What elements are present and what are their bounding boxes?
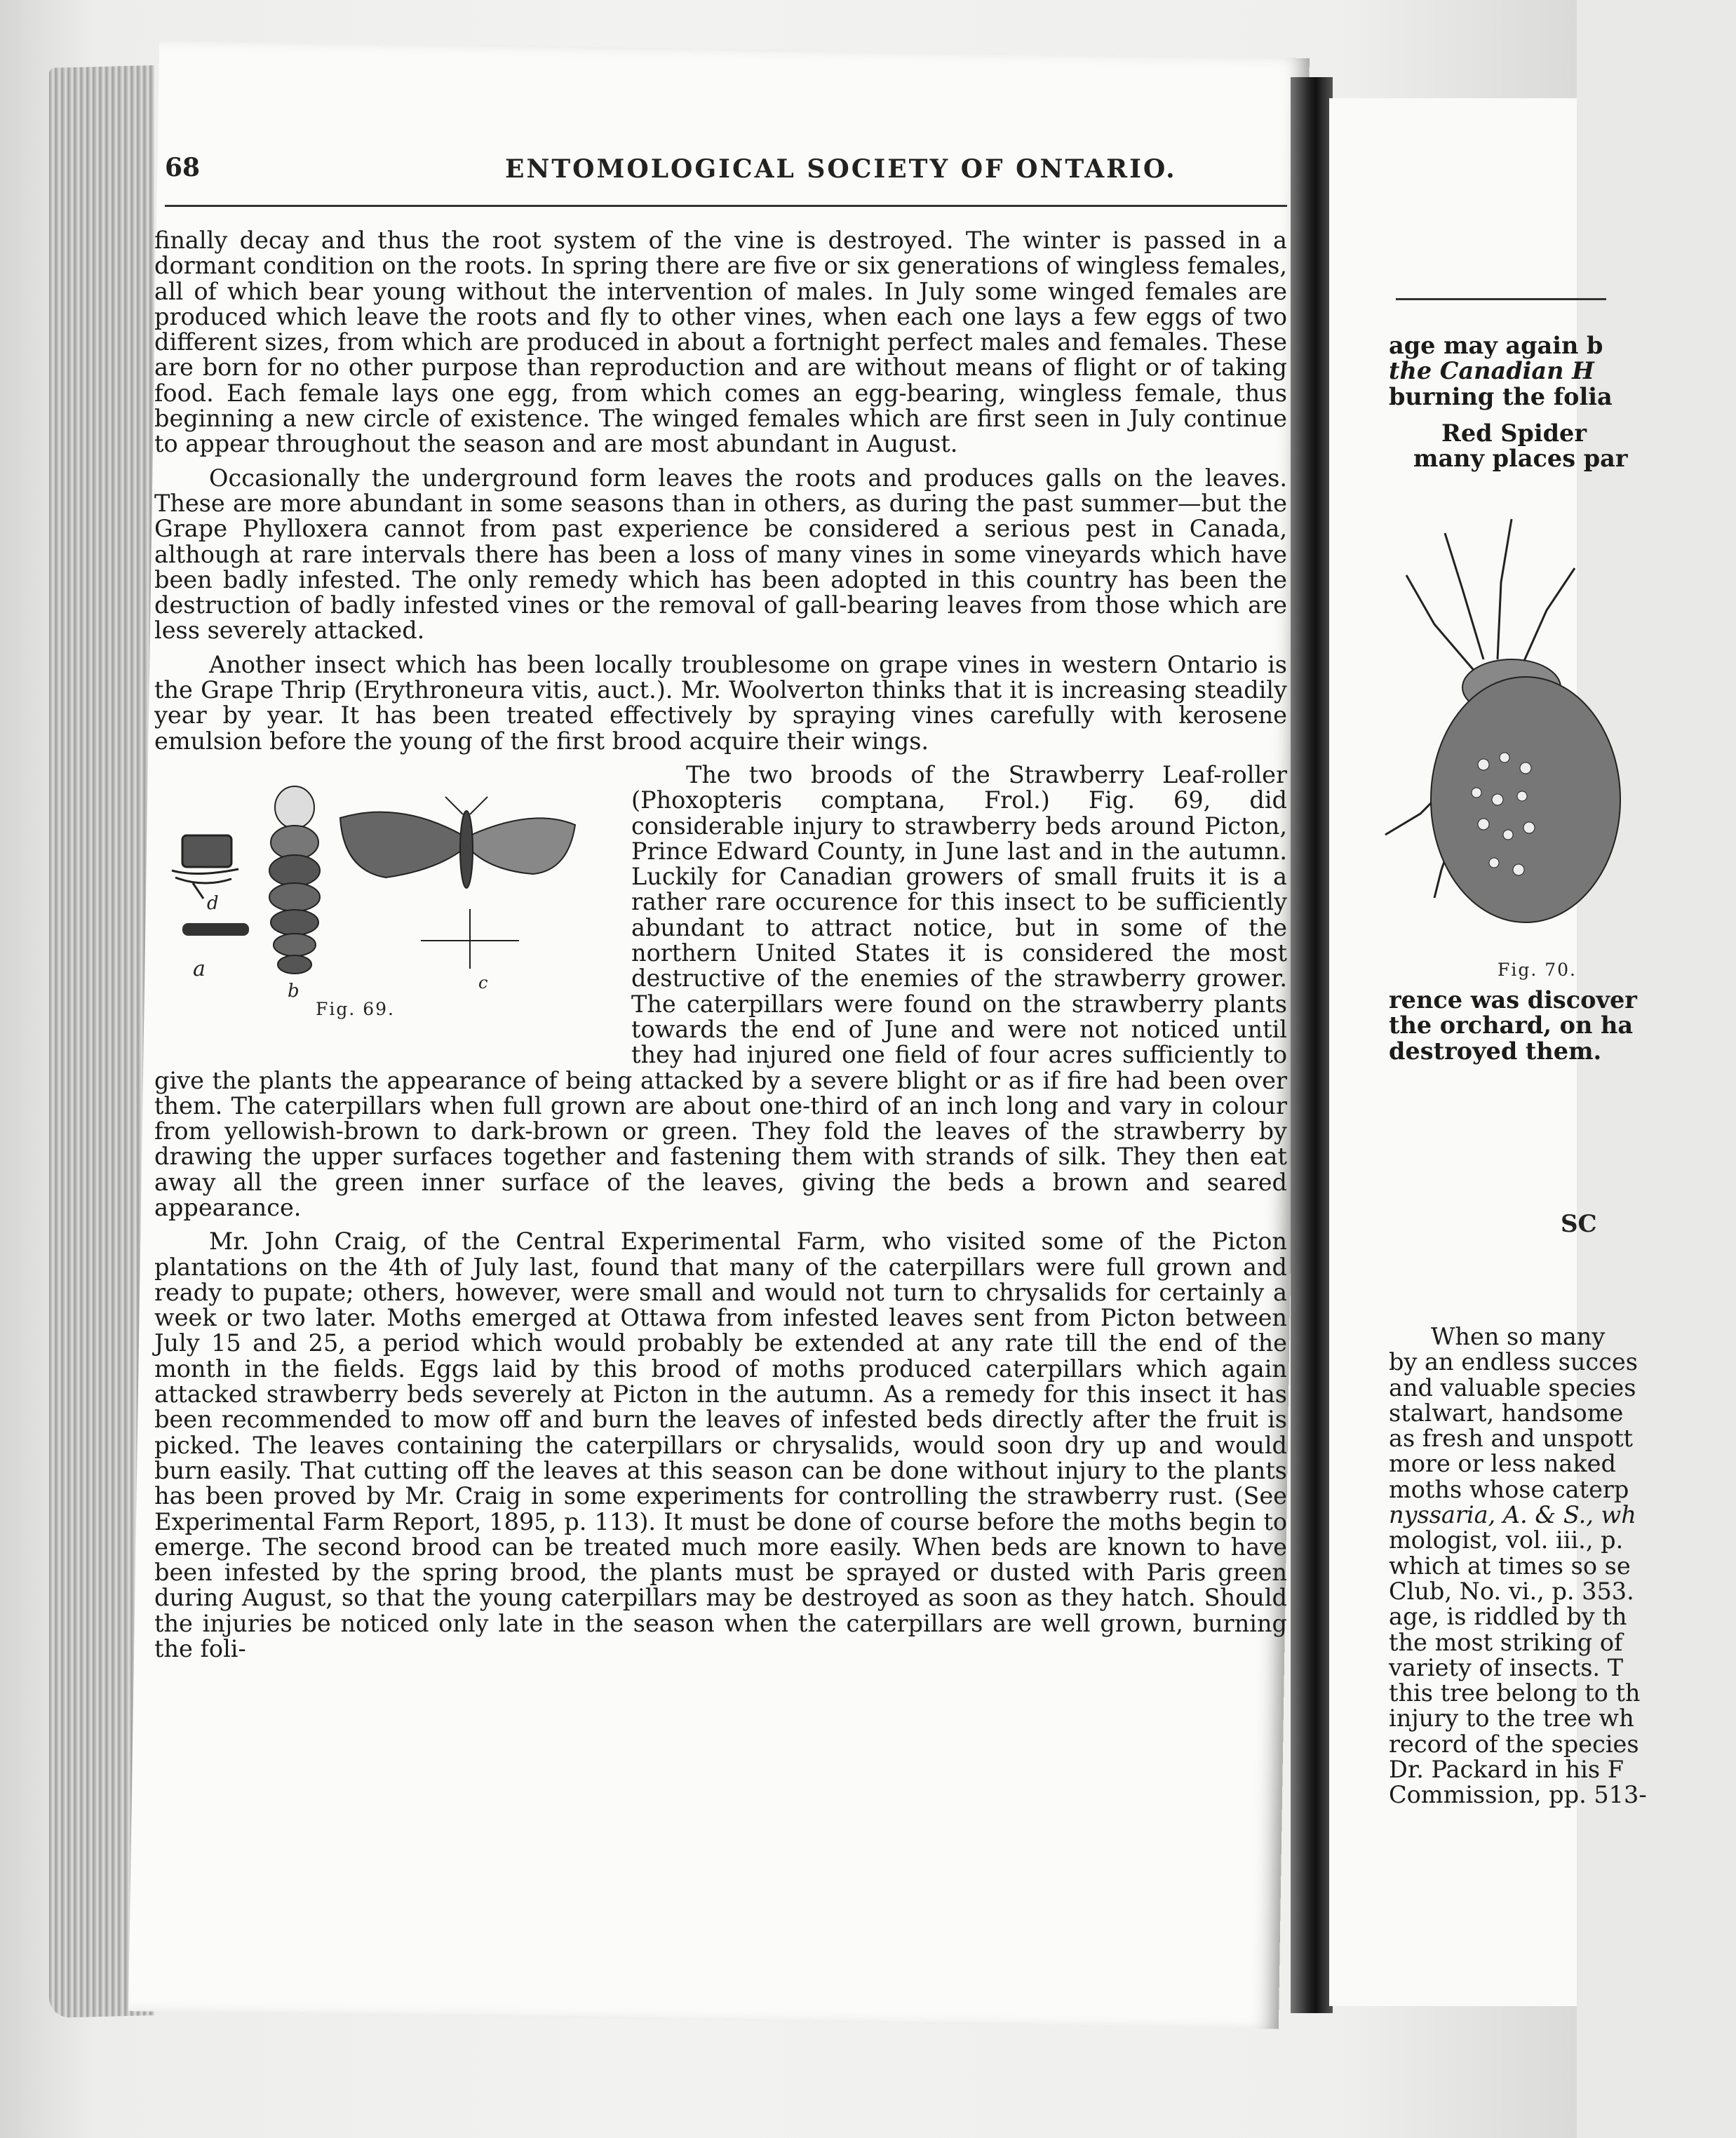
label-c: c [478, 972, 488, 993]
text-line: injury to the tree wh [1389, 1705, 1634, 1733]
paragraph: Another insect which has been locally troublesome on grape vines in western Ontario is the Grape Thrip (Erythroneura vitis, auct.). Mr. Woolverton thinks that it is increasing steadily year by year. It has been treated effectively by spraying vines carefully with kerosene emulsion before the young of the first brood acquire their wings. [154, 650, 1287, 755]
text-line: more or less naked [1389, 1450, 1616, 1478]
figure-69 [154, 765, 610, 1060]
text-line: stalwart, handsome [1389, 1399, 1624, 1427]
text-line: which at times so se [1389, 1552, 1631, 1580]
paragraph: The two broods of the Strawberry Leaf-roller (Phoxopteris comptana, Frol.) Fig. 69, did considerable injury to strawberry beds around Picton, Prince Edward County, in June last and in the autumn. Luckily for Canadian growers of small fruits it is a rather rare occurence for this insect to be sufficiently abundant to attract notice, but in some of the northern United States it is considered the most destructive of the enemies of the strawberry grower. The caterpillars were found on the strawberry plants towards the end of June and were not noticed until they had injured one field of four acres sufficiently to give the plants the appearance of being attacked by a severe blight or as if fire had been over them. The caterpillars when full grown are about one-third of an inch long and vary in colour from yellowish-brown to dark-brown or green. They fold the leaves of the strawberry by drawing the upper surfaces together and fastening them with strands of silk. They then eat away all the green inner surface of the leaves, giving the beds a brown and seared appearance. [154, 760, 1287, 1221]
moth-drawing [340, 797, 575, 888]
text-line: When so many [1431, 1323, 1606, 1350]
body-text [154, 228, 1287, 1662]
text-line: the Canadian H [1389, 357, 1594, 385]
right-text-red-spider [1413, 419, 1736, 473]
text-line: by an endless succes [1389, 1348, 1638, 1376]
text-line: burning the folia [1389, 382, 1613, 410]
page-number: 68 [165, 153, 201, 182]
paragraph: Mr. John Craig, of the Central Experimental Farm, who visited some of the Picton plantations on the 4th of July last, found that many of the caterpillars were full grown and ready to pupate; others, however, were small and would not turn to chrysalids for certainly a week or two later. Moths emerged at Ottawa from infested leaves sent from Picton between July 15 and 25, a period which would probably be extended at any rate till the end of the month in the fields. Eggs laid by this brood of moths produced caterpillars which again attacked strawberry beds severely at Picton in the autumn. As a remedy for this insect it has been recommended to mow off and burn the leaves of infested beds directly after the fruit is picked. The leaves containing the caterpillars or chrysalids, would soon dry up and would burn easily. That cutting off the leaves at this season can be done without injury to the plants has been proved by Mr. Craig in some experiments for controlling the strawberry rust. (See Experimental Farm Report, 1895, p. 113). It must be done of course before the moths begin to emerge. The second brood can be treated much more easily. When beds are known to have been infested by the spring brood, the plants must be sprayed or dusted with Paris green during August, so that the young caterpillars may be destroyed as soon as they hatch. Should the injuries be noticed only late in the season when the caterpillars are well grown, burning the foli- [154, 1228, 1287, 1663]
text-line: variety of insects. T [1389, 1653, 1624, 1681]
right-text-after-figure [1389, 988, 1683, 1064]
text-line: as fresh and unspott [1389, 1425, 1633, 1453]
text-line: and valuable species [1389, 1373, 1636, 1401]
book-gutter [1291, 77, 1333, 2013]
figure-caption: Fig. 70. [1498, 960, 1577, 980]
paragraph: finally decay and thus the root system of the vine is destroyed. The winter is passed in a dormant condition on the roots. In spring there are five or six generations of wingless females, all of which bear young without the intervention of males. In July some winged females are produced which leave the roots and fly to other vines, when each one lays a few eggs of two different sizes, from which are produced in about a fortnight perfect males and females. These are born for no other purpose than reproduction and are without means of flight or of taking food. Each female lays one egg, from which comes an egg-bearing, wingless female, thus beginning a new circle of existence. The winged females which are first seen in July continue to appear throughout the season and are most abundant in August. [154, 227, 1287, 458]
running-head-title: ENTOMOLOGICAL SOCIETY OF ONTARIO. [505, 154, 1177, 184]
section-heading-fragment: SC [1561, 1210, 1597, 1238]
label-a: a [193, 956, 206, 981]
label-d: d [207, 892, 219, 914]
paragraph: Occasionally the underground form leaves the roots and produces galls on the leaves. These are more abundant in some seasons than in others, as during the past summer—but the Grape Phylloxera cannot from past experience be considered a serious pest in Canada, although at rare intervals there has been a loss of many vines in some vineyards which have been badly infested. The only remedy which has been adopted in this country has been the destruction of badly infested vines or the removal of gall-bearing leaves from those which are less severely attacked. [154, 464, 1287, 645]
text-line: moths whose caterp [1389, 1475, 1629, 1503]
text-line: age, is riddled by th [1389, 1603, 1627, 1631]
text-line: Commission, pp. 513- [1389, 1781, 1647, 1809]
scale-bar [421, 909, 519, 969]
head-rule [165, 205, 1287, 207]
text-line: many places par [1413, 445, 1628, 473]
text-line: the most striking of [1389, 1628, 1623, 1656]
figure-caption: Fig. 69. [316, 998, 395, 1019]
text-line: Club, No. vi., p. 353. [1389, 1577, 1634, 1605]
red-spider-illustration [1378, 505, 1582, 954]
text-line: Dr. Packard in his F [1389, 1756, 1624, 1784]
text-line: mologist, vol. iii., p. [1389, 1526, 1624, 1554]
text-line: the orchard, on ha [1389, 1011, 1634, 1040]
paragraph-with-figure [154, 762, 1287, 1221]
text-line: Red Spider [1441, 419, 1587, 447]
text-line: this tree belong to th [1389, 1679, 1641, 1707]
figure-70 [1378, 505, 1582, 957]
right-page [1329, 98, 1647, 2006]
right-text-top [1389, 333, 1683, 410]
running-head [165, 153, 1287, 202]
right-head-rule [1396, 298, 1606, 300]
label-b: b [288, 980, 300, 1002]
text-line: record of the species [1389, 1730, 1639, 1758]
caterpillar-small-drawing [182, 923, 249, 936]
text-line: age may again b [1389, 332, 1603, 359]
leaf-fold-drawing [172, 835, 238, 899]
text-line: destroyed them. [1389, 1037, 1602, 1065]
caterpillar-large-drawing [269, 786, 320, 974]
text-line: rence was discover [1389, 986, 1637, 1014]
text-line: nyssaria, A. & S., wh [1389, 1501, 1636, 1529]
right-text-bottom [1389, 1324, 1683, 1808]
